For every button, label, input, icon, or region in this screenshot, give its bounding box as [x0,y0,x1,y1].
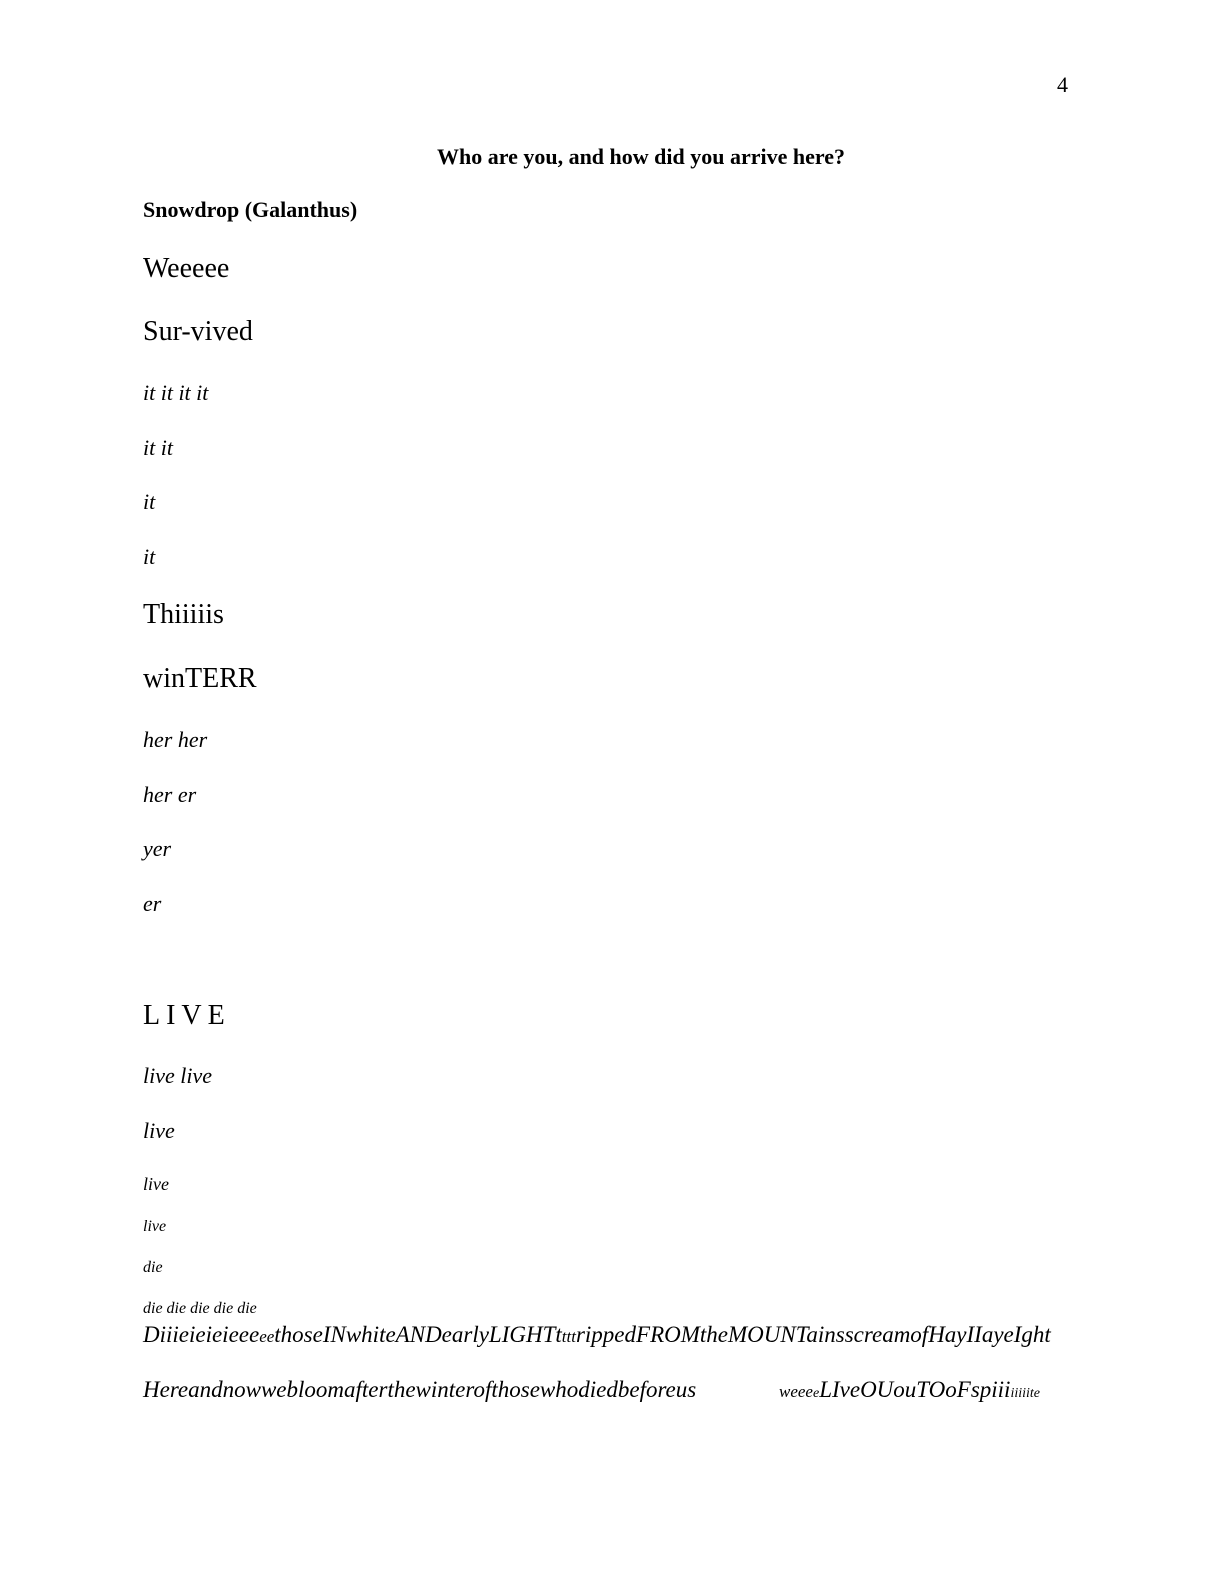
poem-line: Thiiiiis [143,599,224,630]
poem-fragment: thoseINwhiteANDearlyLIGHTt [274,1322,562,1347]
poem-fragment: ttt [561,1327,576,1346]
poem-line: winTERR [143,663,257,694]
poem-line: Weeeee [143,253,230,284]
poem-line [779,1378,1040,1401]
poem-line: it it it it [143,380,209,405]
poem-fragment: weee [779,1382,813,1401]
poem-line: er [143,891,162,916]
poem-line: Sur-vived [143,316,253,347]
poem-line: LIVE [143,1000,231,1031]
poem-line: it [143,489,156,514]
poem-fragment: Diiieieieieee [143,1322,260,1347]
poem-line: her her [143,727,208,752]
poem-line: live [143,1218,167,1235]
poem-fragment: rippedFROMtheMOUNTainsscreamofHayIIayeIght [575,1322,1051,1347]
poem-fragment: LIveOUouTOoFspiii [819,1377,1011,1402]
poem-fragment: iiiiite [1010,1386,1041,1401]
poem-line [143,1323,1051,1346]
poem-heading: Snowdrop (Galanthus) [143,197,358,222]
poem-fragment: ee [259,1327,275,1346]
poem-fragment: e [812,1386,820,1401]
poem-line: live [143,1174,169,1194]
poem-line: die [143,1259,163,1276]
poem-line: it [143,544,156,569]
poem-line: yer [143,836,172,861]
poem-line: it it [143,435,173,460]
poem-line: die die die die die [143,1300,257,1317]
poem-line: her er [143,782,197,807]
page-title: Who are you, and how did you arrive here? [436,144,846,169]
poem-line: live live [143,1063,213,1088]
poem-line: live [143,1118,175,1143]
page-number: 4 [1057,72,1068,97]
poem-line: Hereandnowwebloomafterthewinterofthosewhodiedbeforeus [143,1377,697,1402]
